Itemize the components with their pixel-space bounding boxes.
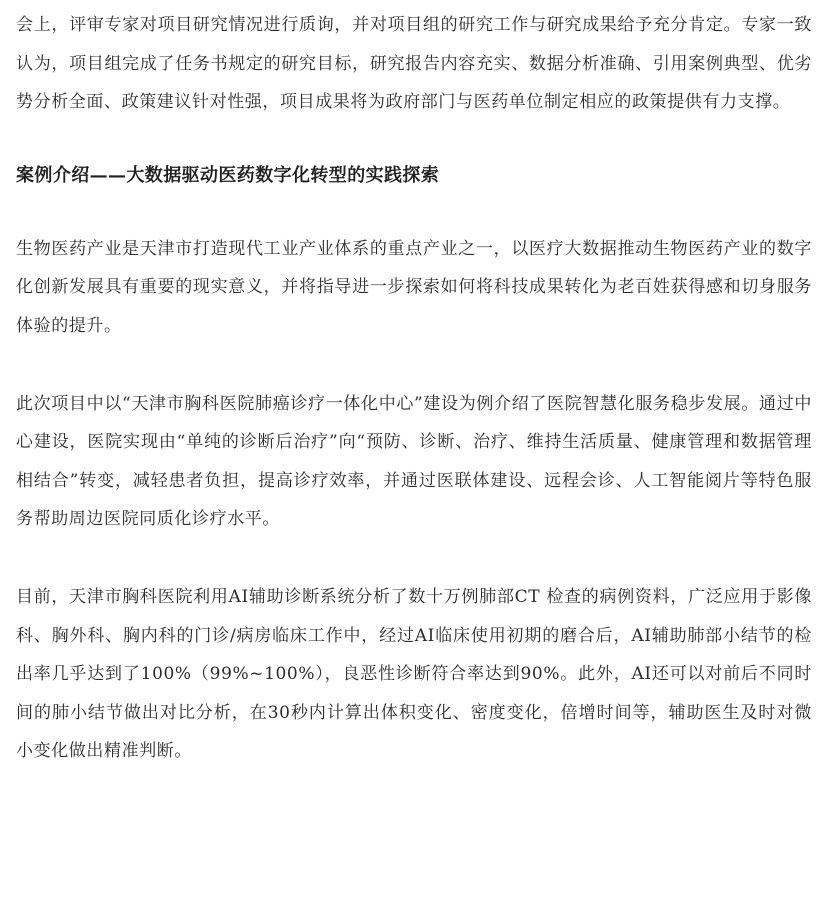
paragraph-ai-diagnosis: 目前，天津市胸科医院利用AI辅助诊断系统分析了数十万例肺部CT 检查的病例资料，广泛应用于影像科、胸外科、胸内科的门诊/病房临床工作中，经过AI临床使用初期的磨合后，AI辅助肺部小结节的检出率几乎达到了100%（99%~100%），良恶性诊断符合率达到90%。此外，AI还可以对前后不同时间的肺小结节做出对比分析，在30秒内计算出体积变化、密度变化，倍增时间等，辅助医生及时对微小变化做出精准判断。 xyxy=(16,586,812,762)
paragraph-lung-cancer-center: 此次项目中以“天津市胸科医院肺癌诊疗一体化中心”建设为例介绍了医院智慧化服务稳步发展。通过中心建设，医院实现由“单纯的诊断后治疗”向“预防、诊断、治疗、维持生活质量、健康管理和数据管理相结合”转变，减轻患者负担，提高诊疗效率，并通过医联体建设、远程会诊、人工智能阅片等特色服务帮助周边医院同质化诊疗水平。 xyxy=(16,393,812,530)
section-heading: 案例介绍——大数据驱动医药数字化转型的实践探索 xyxy=(16,164,440,186)
paragraph-review-meeting: 会上，评审专家对项目研究情况进行质询，并对项目组的研究工作与研究成果给予充分肯定。专家一致认为，项目组完成了任务书规定的研究目标，研究报告内容充实、数据分析准确、引用案例典型、优劣势分析全面、政策建议针对性强，项目成果将为政府部门与医药单位制定相应的政策提供有力支撑。 xyxy=(16,15,812,113)
paragraph-biomedicine-industry: 生物医药产业是天津市打造现代工业产业体系的重点产业之一，以医疗大数据推动生物医药产业的数字化创新发展具有重要的现实意义，并将指导进一步探索如何将科技成果转化为老百姓获得感和切身服务体验的提升。 xyxy=(16,238,812,336)
article-body xyxy=(16,6,812,771)
